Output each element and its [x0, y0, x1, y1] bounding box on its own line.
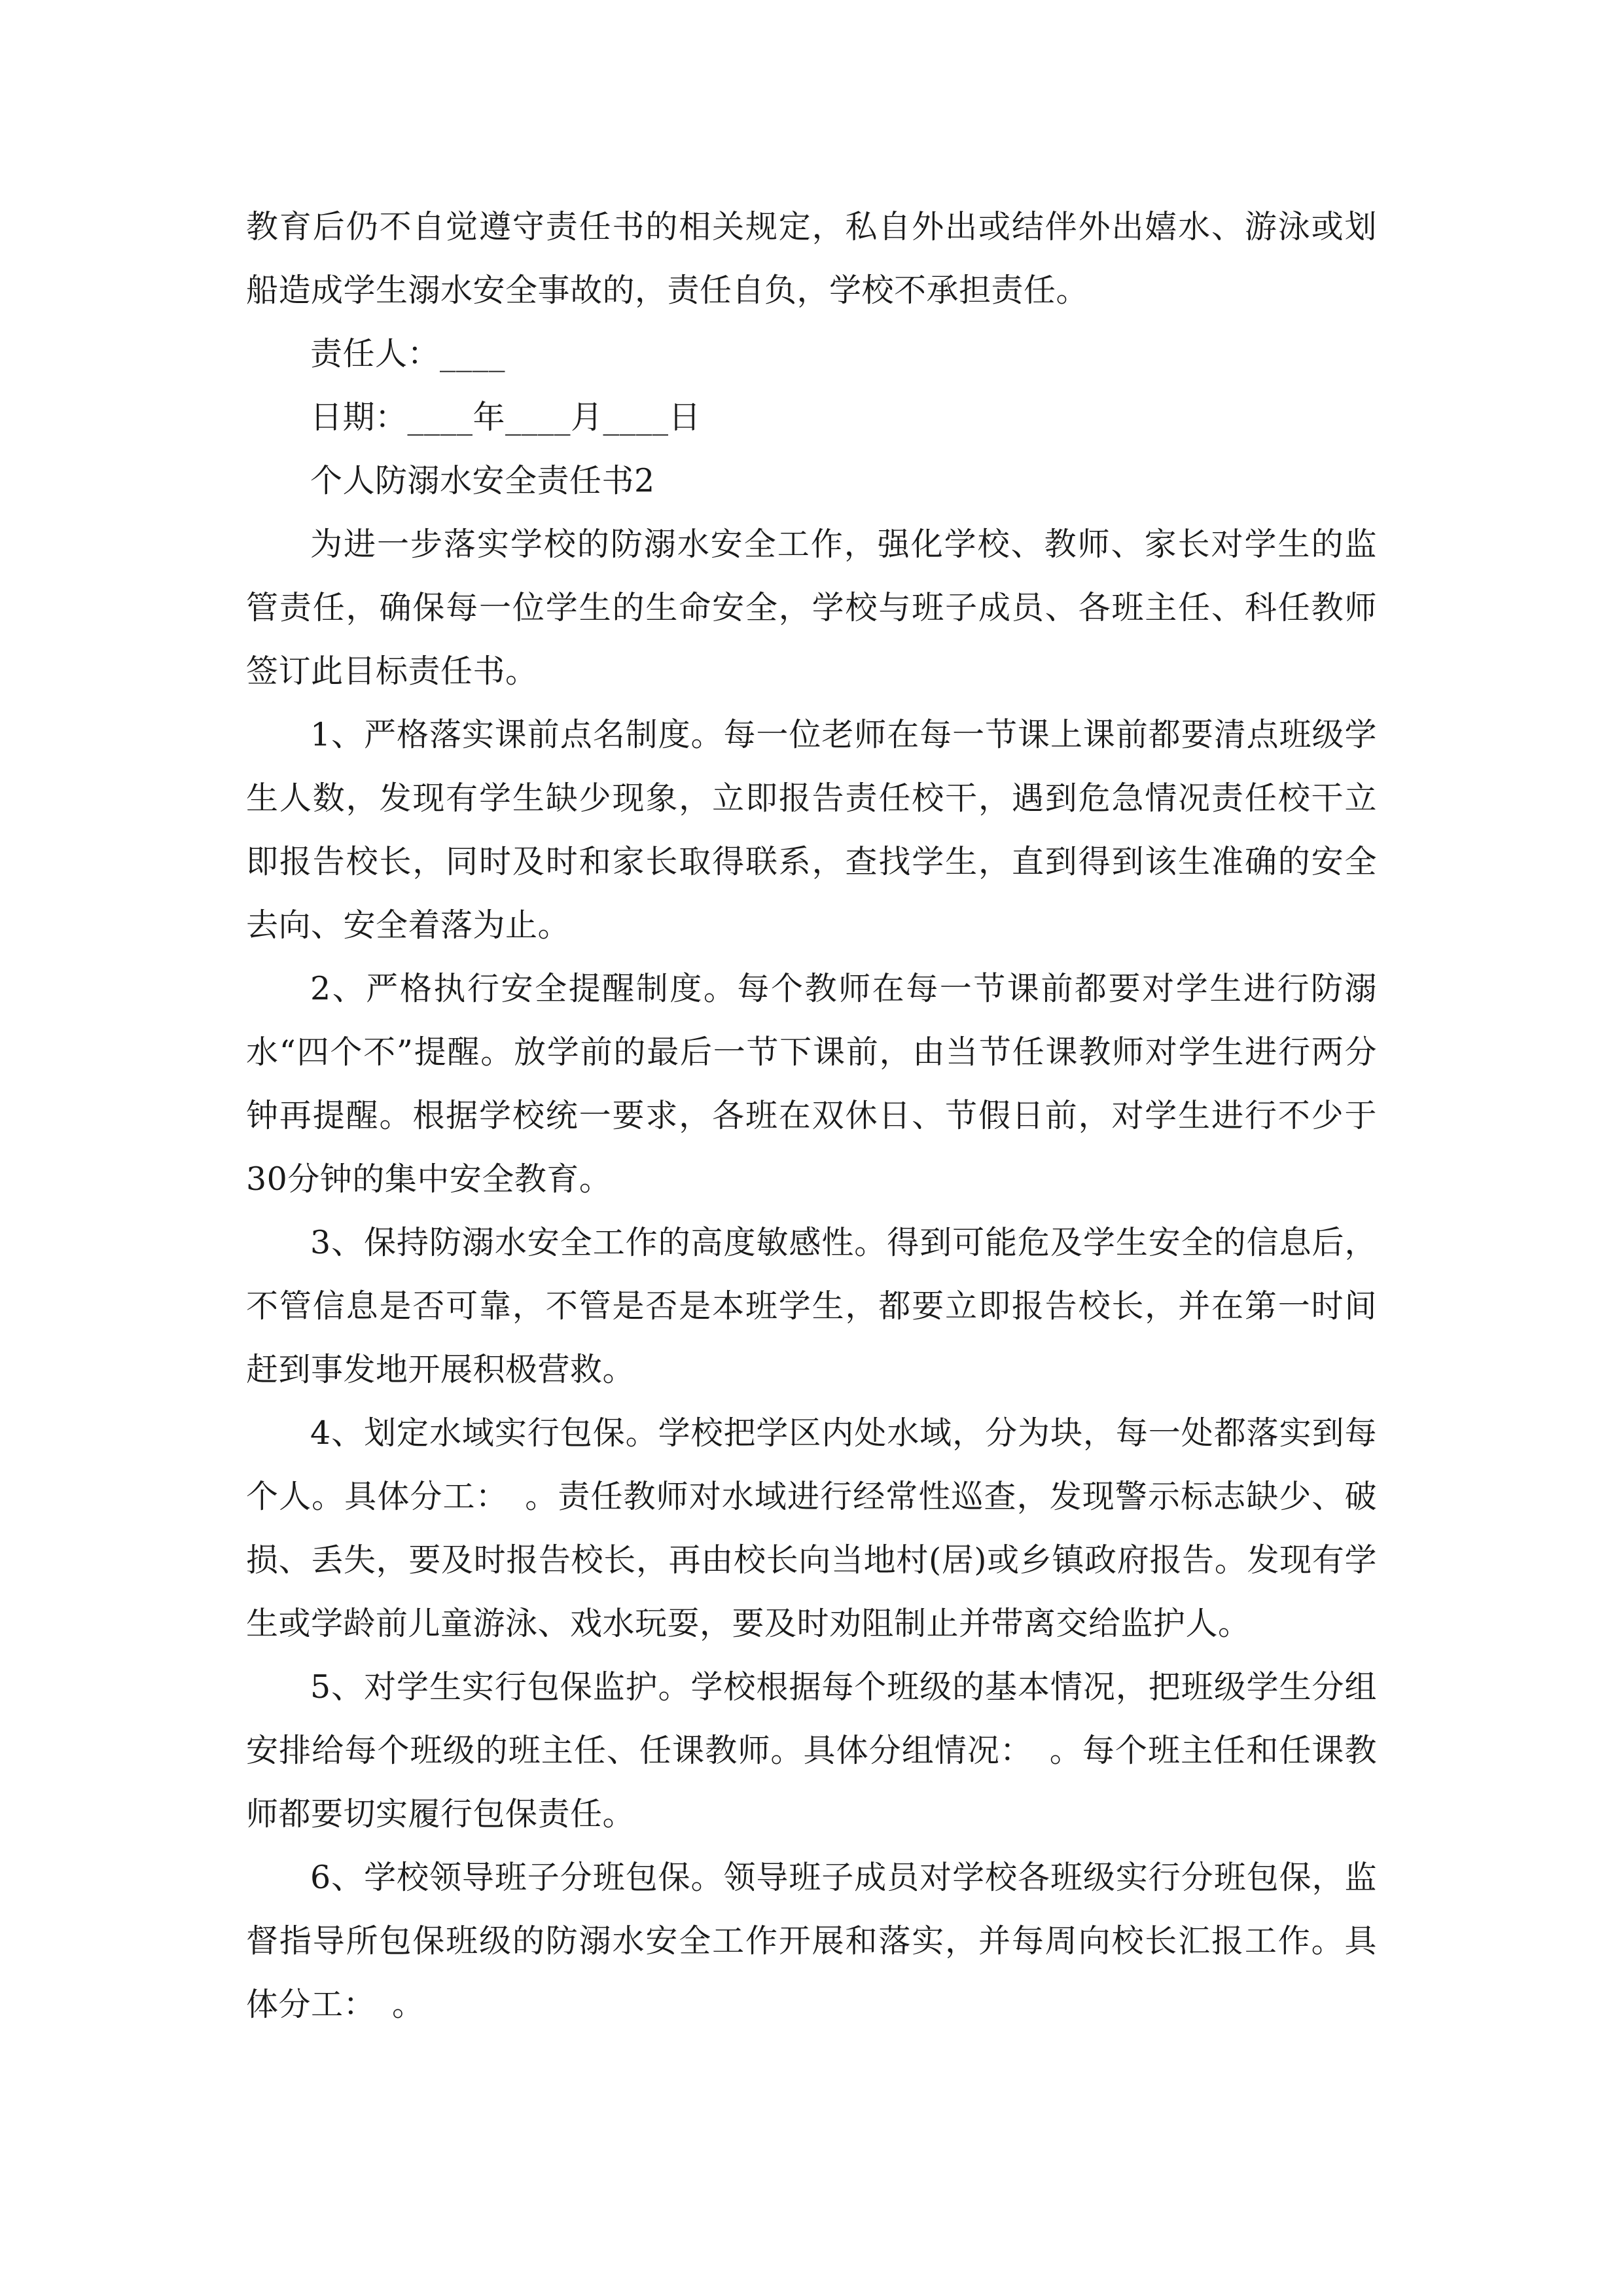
document-page [246, 195, 1377, 2036]
section-title: 个人防溺水安全责任书2 [310, 462, 655, 499]
item-4-paragraph: 4、划定水域实行包保。学校把学区内处水域，分为块，每一处都落实到每个人。具体分工： 。责任教师对水域进行经常性巡查，发现警示标志缺少、破损、丢失，要及时报告校长，再由校长向当地村(居)或乡镇政府报告。发现有学生或学龄前儿童游泳、戏水玩耍，要及时劝阻制止并带离交给监护人。 [246, 1414, 1377, 1642]
date-line: 日期：____年____月____日 [310, 399, 702, 436]
signer-line: 责任人：____ [310, 335, 506, 372]
item-6-paragraph: 6、学校领导班子分班包保。领导班子成员对学校各班级实行分班包保，监督指导所包保班级的防溺水安全工作开展和落实，并每周向校长汇报工作。具体分工： 。 [246, 1859, 1377, 2023]
item-5-paragraph: 5、对学生实行包保监护。学校根据每个班级的基本情况，把班级学生分组安排给每个班级的班主任、任课教师。具体分组情况： 。每个班主任和任课教师都要切实履行包保责任。 [246, 1668, 1377, 1833]
intro-continuation: 教育后仍不自觉遵守责任书的相关规定，私自外出或结伴外出嬉水、游泳或划船造成学生溺水安全事故的，责任自负，学校不承担责任。 [246, 208, 1377, 309]
preamble-paragraph: 为进一步落实学校的防溺水安全工作，强化学校、教师、家长对学生的监管责任，确保每一位学生的生命安全，学校与班子成员、各班主任、科任教师签订此目标责任书。 [246, 526, 1377, 690]
item-2-paragraph: 2、严格执行安全提醒制度。每个教师在每一节课前都要对学生进行防溺水“四个不”提醒。放学前的最后一节下课前，由当节任课教师对学生进行两分钟再提醒。根据学校统一要求，各班在双休日、节假日前，对学生进行不少于30分钟的集中安全教育。 [246, 970, 1377, 1198]
item-3-paragraph: 3、保持防溺水安全工作的高度敏感性。得到可能危及学生安全的信息后，不管信息是否可靠，不管是否是本班学生，都要立即报告校长，并在第一时间赶到事发地开展积极营救。 [246, 1224, 1377, 1388]
item-1-paragraph: 1、严格落实课前点名制度。每一位老师在每一节课上课前都要清点班级学生人数，发现有学生缺少现象，立即报告责任校干，遇到危急情况责任校干立即报告校长，同时及时和家长取得联系，查找学生，直到得到该生准确的安全去向、安全着落为止。 [246, 716, 1377, 944]
